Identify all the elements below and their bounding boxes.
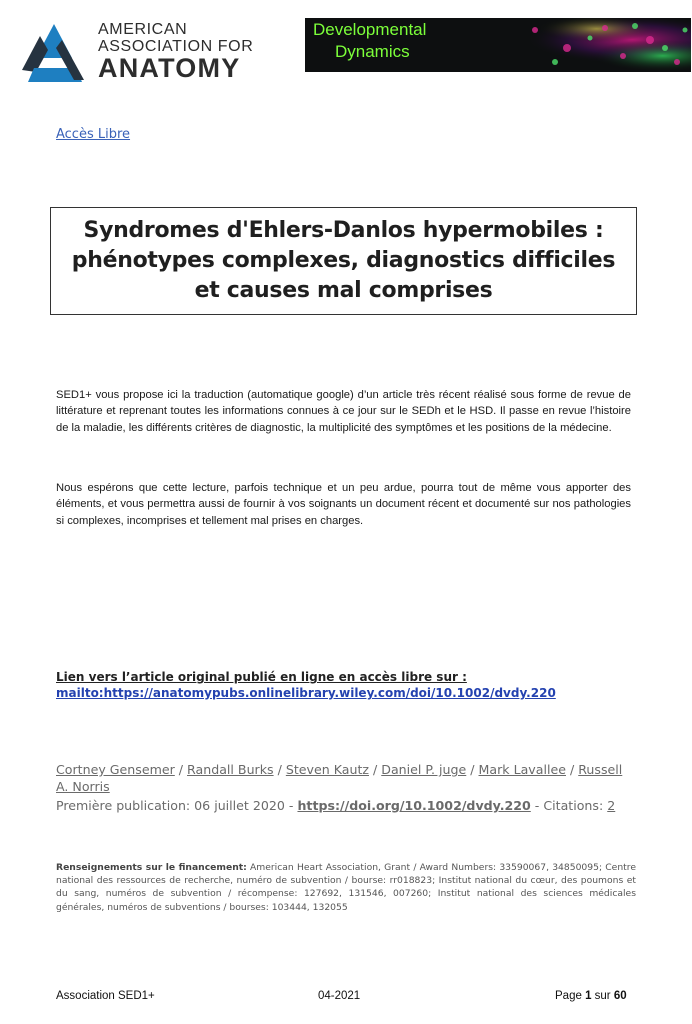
author-separator: / [273,762,286,777]
publication-info [56,798,646,813]
author-link[interactable]: Cortney Gensemer [56,762,175,777]
aaa-logo [22,22,272,84]
journal-title-line1: Developmental [313,20,427,39]
open-access-link[interactable]: Accès Libre [56,127,131,142]
footer-association: Association SED1+ [56,990,155,1002]
funding-text: American Heart Association, Grant / Award Numbers: 33590067, 34850095; Centre national des ressources de recherche, numéro de subvention / bourse: rr018823; Institut national du cœur, des poumons et du sang, numéros de subvention / récompense: 127692, 131546, 007260; Institut national des sciences médicales générales, numéros de subventions / bourses: 103444, 132055 [56,862,636,913]
author-link[interactable]: Daniel P. juge [381,762,467,777]
title-box [50,207,637,315]
journal-title-line2: Dynamics [335,42,410,61]
citations-label: - Citations: [530,798,608,813]
footer-date: 04-2021 [318,990,361,1002]
title-line-1: Syndromes d'Ehlers-Danlos hypermobiles : [83,218,604,243]
author-link[interactable]: Mark Lavallee [478,762,566,777]
author-separator: / [565,762,579,777]
article-link-label: Lien vers l’article original publié en ligne en accès libre sur : [56,670,467,684]
funding-info [56,861,636,914]
citations-count-link[interactable]: 2 [607,798,616,813]
journal-banner [305,18,691,72]
total-pages: 60 [613,990,627,1002]
publication-date: Première publication: 06 juillet 2020 - [56,798,298,813]
author-link[interactable]: Russell A. Norris [56,762,623,794]
page-separator: sur [591,990,614,1002]
org-name-line3: ANATOMY [98,53,241,83]
author-separator: / [369,762,382,777]
article-link[interactable]: mailto:https://anatomypubs.onlinelibrary.wiley.com/doi/10.1002/dvdy.220 [56,686,556,700]
org-name-line1: AMERICAN [98,21,188,38]
author-separator: / [174,762,188,777]
footer-page-number [555,990,627,1002]
title-line-2: phénotypes complexes, diagnostics difficiles [71,248,616,273]
page-prefix: Page [555,990,586,1002]
intro-paragraph-2: Nous espérons que cette lecture, parfois technique et un peu ardue, pourra tout de même vous apporter des éléments, et vous permettra aussi de fournir à vos soignants un document récent et documenté sur nos pathologies si complexes, incomprises et tellement mal prises en charges. [56,482,631,527]
author-list [56,761,636,795]
author-separator: / [466,762,479,777]
author-link[interactable]: Steven Kautz [285,762,369,777]
org-name-line2: ASSOCIATION FOR [98,38,254,55]
author-link[interactable]: Randall Burks [187,762,274,777]
aaa-emblem-icon [22,22,86,84]
funding-label: Renseignements sur le financement: [56,862,247,873]
current-page: 1 [585,990,592,1002]
intro-paragraph-1: SED1+ vous propose ici la traduction (automatique google) d’un article très récent réalisé sous forme de revue de littérature et reprenant toutes les informations connues à ce jour sur le SEDh et le HSD. Il passe en revue l’histoire de la maladie, les différents critères de diagnostic, la multiplicité des symptômes et les positions de la médecine. [56,389,631,434]
title-line-3: et causes mal comprises [194,278,493,303]
doi-link[interactable]: https://doi.org/10.1002/dvdy.220 [297,798,531,813]
